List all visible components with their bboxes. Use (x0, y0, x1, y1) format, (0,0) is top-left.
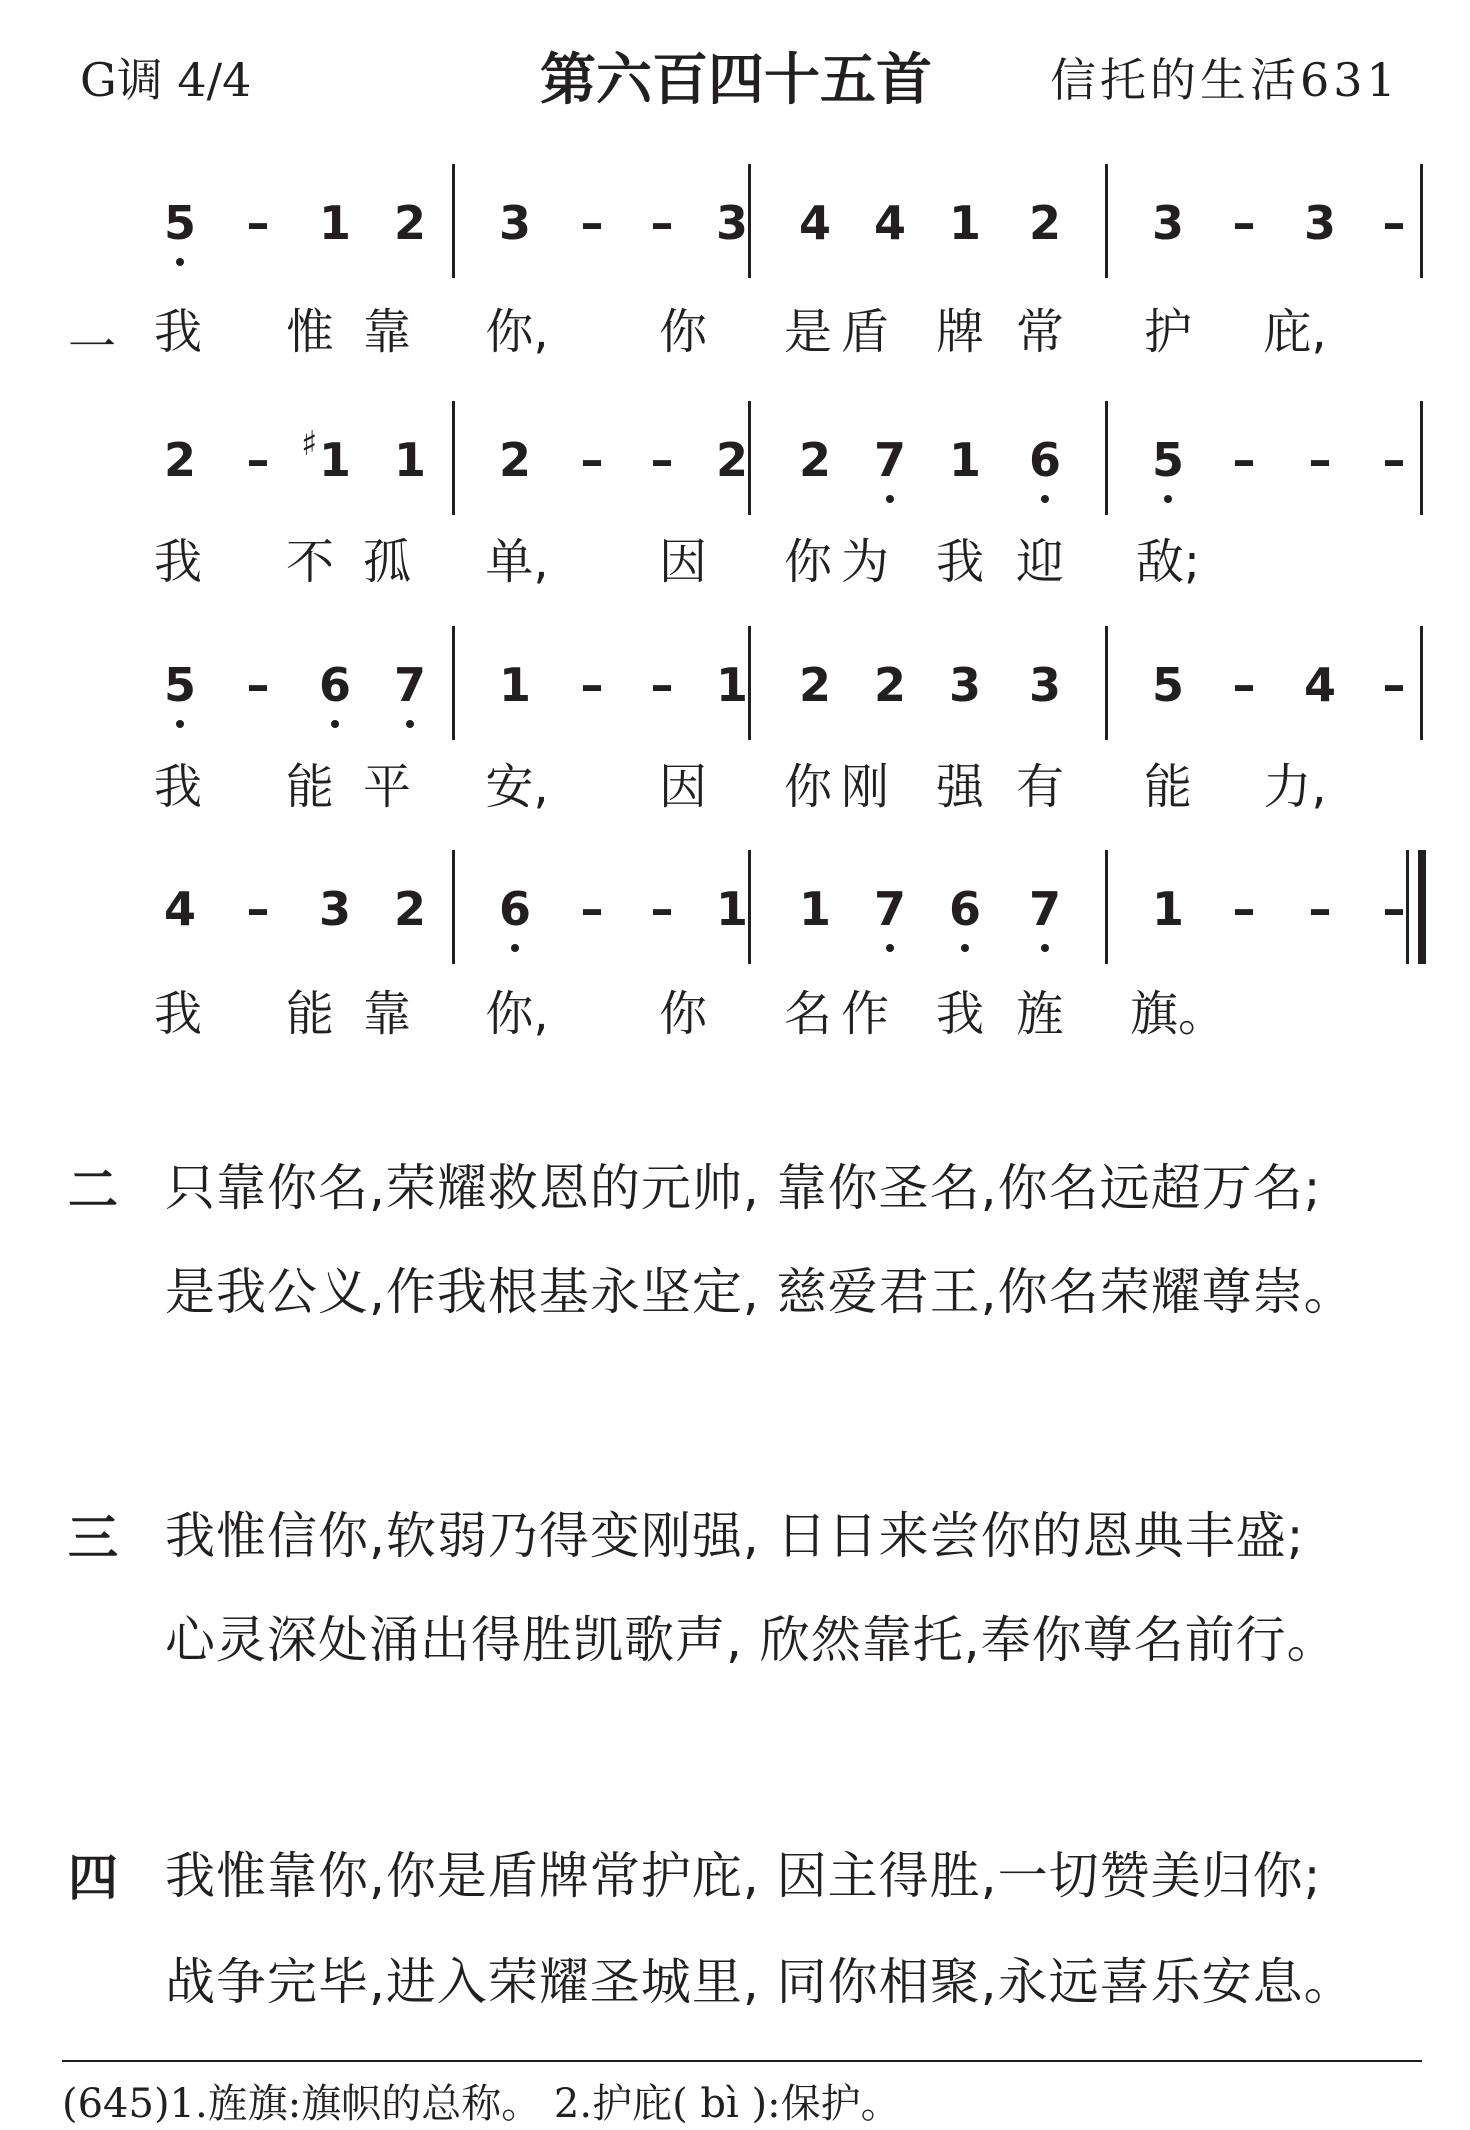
octave-dot-below (511, 944, 519, 952)
note-dash: – (650, 433, 674, 487)
lyric-syllable: 你, (485, 304, 549, 360)
note: 2 (163, 433, 196, 487)
barline (1105, 164, 1108, 278)
note: 1 (498, 658, 531, 712)
lyric-syllable: 平 (362, 759, 411, 815)
barline (748, 401, 751, 515)
lyric-syllable: 你 (658, 986, 707, 1042)
hymn-title: 第六百四十五首 (540, 48, 932, 113)
octave-dot-below (886, 495, 894, 503)
octave-dot-below (176, 258, 184, 266)
lyric-syllable: 我 (153, 759, 202, 815)
note-dash: – (1382, 658, 1406, 712)
note-dash: – (1308, 882, 1332, 936)
barline (1105, 401, 1108, 515)
note: 7 (873, 882, 906, 936)
note: 1 (715, 658, 748, 712)
note: 7 (1028, 882, 1061, 936)
octave-dot-below (886, 944, 894, 952)
lyric-syllable: 因 (658, 759, 707, 815)
lyric-syllable: 因 (658, 534, 707, 590)
lyric-syllable: 不 (285, 534, 334, 590)
sharp-sign: ♯ (301, 424, 318, 464)
note: 2 (393, 196, 426, 250)
note: 2 (393, 882, 426, 936)
note: 2 (873, 658, 906, 712)
note: 2 (498, 433, 531, 487)
note: 2 (1028, 196, 1061, 250)
note: 2 (798, 433, 831, 487)
note-dash: – (1382, 433, 1406, 487)
note: 2 (798, 658, 831, 712)
note: 1 (948, 196, 981, 250)
barline (748, 850, 751, 964)
barline (748, 164, 751, 278)
note: 3 (1303, 196, 1336, 250)
note-dash: – (650, 658, 674, 712)
key-signature: G调 4/4 (80, 53, 252, 107)
note: 4 (1303, 658, 1336, 712)
verse-line: 心灵深处涌出得胜凯歌声, 欣然靠托,奉你尊名前行。 (165, 1611, 1338, 1669)
hymn-reference: 信托的生活631 (1050, 53, 1400, 107)
lyric-syllable: 靠 (362, 986, 411, 1042)
note: 4 (798, 196, 831, 250)
note-dash: – (1308, 433, 1332, 487)
barline (1420, 626, 1423, 740)
note: 3 (318, 882, 351, 936)
note: 6 (498, 882, 531, 936)
note-dash: – (1382, 882, 1406, 936)
note: 6 (1028, 433, 1061, 487)
note: 3 (1151, 196, 1184, 250)
octave-dot-below (1041, 495, 1049, 503)
barline (748, 626, 751, 740)
lyric-syllable: 盾 (840, 304, 889, 360)
octave-dot-below (176, 720, 184, 728)
verse-number: 四 (68, 1849, 118, 1907)
note: 3 (498, 196, 531, 250)
note-dash: – (246, 196, 270, 250)
footnote: (645)1.旌旗:旗帜的总称。 2.护庇( bì ):保护。 (62, 2081, 901, 2127)
lyric-syllable: 你, (485, 986, 549, 1042)
lyric-syllable: 护 (1143, 304, 1192, 360)
verse-line: 我惟靠你,你是盾牌常护庇, 因主得胜,一切赞美归你; (165, 1847, 1322, 1905)
note: 4 (873, 196, 906, 250)
verse-line: 是我公义,作我根基永坚定, 慈爱君王,你名荣耀尊崇。 (165, 1263, 1355, 1321)
note: 1 (948, 433, 981, 487)
lyric-syllable: 迎 (1015, 534, 1064, 590)
verse-line: 我惟信你,软弱乃得变刚强, 日日来尝你的恩典丰盛; (165, 1507, 1305, 1565)
verse-line: 战争完毕,进入荣耀圣城里, 同你相聚,永远喜乐安息。 (165, 1953, 1355, 2011)
lyric-syllable: 我 (153, 304, 202, 360)
note: 7 (873, 433, 906, 487)
lyric-syllable: 常 (1015, 304, 1064, 360)
note-dash: – (246, 658, 270, 712)
note: 7 (393, 658, 426, 712)
lyric-syllable: 敌; (1135, 534, 1201, 590)
lyric-syllable: 有 (1015, 759, 1064, 815)
lyric-syllable: 我 (153, 986, 202, 1042)
note: 5 (163, 658, 196, 712)
lyric-syllable: 靠 (362, 304, 411, 360)
note: 1 (393, 433, 426, 487)
note-dash: – (1232, 433, 1256, 487)
final-barline (1418, 850, 1426, 964)
note-dash: – (580, 882, 604, 936)
lyric-syllable: 旗。 (1130, 986, 1227, 1042)
note-dash: – (1232, 196, 1256, 250)
note: 3 (715, 196, 748, 250)
barline (1420, 164, 1423, 278)
note-dash: – (246, 433, 270, 487)
octave-dot-below (1164, 495, 1172, 503)
lyric-syllable: 旌 (1015, 986, 1064, 1042)
note: 1 (318, 196, 351, 250)
lyric-syllable: 你 (783, 759, 832, 815)
octave-dot-below (406, 720, 414, 728)
lyric-syllable: 牌 (935, 304, 984, 360)
lyric-syllable: 是 (783, 304, 832, 360)
note: 1 (798, 882, 831, 936)
lyric-syllable: 为 (840, 534, 889, 590)
note: 1 ♯ (301, 424, 351, 487)
verse-line: 只靠你名,荣耀救恩的元帅, 靠你圣名,你名远超万名; (165, 1159, 1322, 1217)
lyric-syllable: 惟 (285, 304, 334, 360)
lyric-syllable: 能 (285, 759, 334, 815)
note-dash: – (1232, 882, 1256, 936)
lyric-syllable: 你 (783, 534, 832, 590)
note: 1 (715, 882, 748, 936)
lyric-syllable: 庇, (1263, 304, 1327, 360)
barline (452, 626, 455, 740)
lyric-syllable: 我 (935, 534, 984, 590)
note-dash: – (1382, 196, 1406, 250)
lyric-syllable: 你 (658, 304, 707, 360)
note: 2 (715, 433, 748, 487)
barline (1406, 850, 1409, 964)
barline (1105, 626, 1108, 740)
lyric-syllable: 能 (1143, 759, 1192, 815)
lyric-syllable: 我 (935, 986, 984, 1042)
barline (1420, 401, 1423, 515)
note-dash: – (580, 658, 604, 712)
barline (452, 164, 455, 278)
lyric-syllable: 强 (935, 759, 984, 815)
note: 3 (948, 658, 981, 712)
note-dash: – (1232, 658, 1256, 712)
note: 3 (1028, 658, 1061, 712)
lyric-syllable: 作 (840, 986, 889, 1042)
lyric-syllable: 刚 (840, 759, 889, 815)
barline (452, 850, 455, 964)
note: 5 (1151, 658, 1184, 712)
verse-number: 一 (68, 319, 117, 375)
note: 5 (163, 196, 196, 250)
verse-number: 三 (68, 1509, 118, 1567)
octave-dot-below (331, 720, 339, 728)
lyric-syllable: 单, (485, 534, 549, 590)
lyric-syllable: 安, (485, 759, 549, 815)
note-dash: – (650, 882, 674, 936)
footnote-divider (62, 2060, 1422, 2062)
lyric-syllable: 我 (153, 534, 202, 590)
note-dash: – (650, 196, 674, 250)
verse-number: 二 (68, 1161, 118, 1219)
barline (1105, 850, 1108, 964)
note-dash: – (580, 196, 604, 250)
note-dash: – (580, 433, 604, 487)
note: 1 (1151, 882, 1184, 936)
note-dash: – (246, 882, 270, 936)
barline (452, 401, 455, 515)
lyric-syllable: 能 (285, 986, 334, 1042)
note: 5 (1151, 433, 1184, 487)
note: 4 (163, 882, 196, 936)
lyric-syllable: 名 (783, 986, 832, 1042)
note: 6 (948, 882, 981, 936)
octave-dot-below (961, 944, 969, 952)
note: 6 (318, 658, 351, 712)
lyric-syllable: 孤 (362, 534, 411, 590)
octave-dot-below (1041, 944, 1049, 952)
lyric-syllable: 力, (1263, 759, 1327, 815)
